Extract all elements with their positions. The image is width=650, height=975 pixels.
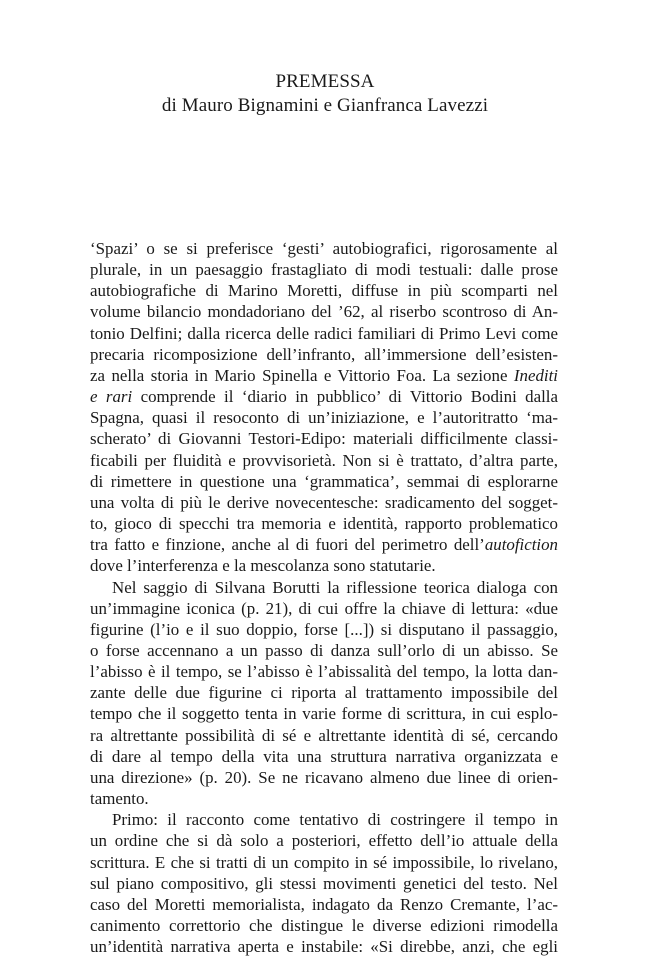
text-line <box>90 301 558 322</box>
text-line <box>90 386 558 407</box>
text-line <box>90 830 558 851</box>
text-line <box>90 809 558 830</box>
italic-text: e rari <box>90 387 133 407</box>
text-segment: Nel saggio di Silvana Borutti la riflessione teorica dialoga con <box>112 577 558 597</box>
paragraph <box>90 809 558 957</box>
text-line <box>90 725 558 746</box>
text-line <box>90 788 558 809</box>
text-segment: un ordine che si dà solo a posteriori, effetto dell’io attuale della <box>90 831 558 851</box>
text-segment: tra fatto e finzione, anche al di fuori del perimetro dell’ <box>90 535 485 555</box>
text-segment: precaria ricomposizione dell’infranto, all’immersione dell’esisten- <box>90 344 558 364</box>
text-segment: figurine (l’io e il suo doppio, forse [...]) si disputano il passaggio, <box>90 619 558 639</box>
text-line <box>90 767 558 788</box>
text-line <box>90 598 558 619</box>
text-segment: sul piano compositivo, gli stessi movimenti genetici del testo. Nel <box>90 873 558 893</box>
text-segment: tempo che il soggetto tenta in varie forme di scrittura, in cui esplo- <box>90 704 558 724</box>
text-segment: autobiografiche di Marino Moretti, diffuse in più scomparti nel <box>90 281 558 301</box>
authors-line: di Mauro Bignamini e Gianfranca Lavezzi <box>161 95 489 116</box>
text-line <box>90 428 558 449</box>
page-heading <box>0 70 650 118</box>
text-segment: plurale, in un paesaggio frastagliato di modi testuali: dalle prose <box>90 260 558 280</box>
text-segment: o forse accennano a un passo di danza sull’orlo di un abisso. Se <box>90 640 558 660</box>
text-segment: l’abisso è il tempo, se l’abisso è l’abissalità del tempo, la lotta dan- <box>90 662 558 682</box>
text-line <box>90 323 558 344</box>
text-segment: Spagna, quasi il resoconto di un’iniziazione, e l’autoritratto ‘ma- <box>90 408 558 428</box>
text-segment: Primo: il racconto come tentativo di costringere il tempo in <box>112 810 558 830</box>
text-segment: caso del Moretti memorialista, indagato da Renzo Cremante, l’ac- <box>90 894 558 914</box>
text-line <box>90 471 558 492</box>
text-segment: comprende il ‘diario in pubblico’ di Vittorio Bodini dalla <box>132 387 558 407</box>
text-segment: dove l’interferenza e la mescolanza sono statutarie. <box>90 556 436 576</box>
text-segment: tamento. <box>90 789 149 809</box>
text-segment: ra altrettante possibilità di sé e altrettante identità di sé, cercando <box>90 725 558 745</box>
text-line <box>90 873 558 894</box>
italic-text: Inediti <box>513 365 558 385</box>
text-segment: un’identità narrativa aperta e instabile: «Si direbbe, anzi, che egli <box>90 937 558 957</box>
body-text <box>90 238 558 957</box>
text-segment: una volta di più le derive novecentesche: sradicamento del sogget- <box>90 492 558 512</box>
text-line <box>90 619 558 640</box>
text-segment: di rimettere in questione una ‘grammatica’, semmai di esplorarne <box>90 471 558 491</box>
text-line <box>90 365 558 386</box>
text-line <box>90 450 558 471</box>
text-line <box>90 852 558 873</box>
text-line <box>90 259 558 280</box>
text-line <box>90 238 558 259</box>
paragraph <box>90 238 558 577</box>
text-line <box>90 513 558 534</box>
text-line <box>90 344 558 365</box>
text-line <box>90 640 558 661</box>
text-line <box>90 534 558 555</box>
text-segment: to, gioco di specchi tra memoria e identità, rapporto problematico <box>90 514 558 534</box>
text-line <box>90 492 558 513</box>
text-line <box>90 555 558 576</box>
text-segment: ‘Spazi’ o se si preferisce ‘gesti’ autobiografici, rigorosamente al <box>90 239 558 258</box>
text-segment: una direzione» (p. 20). Se ne ricavano almeno due linee di orien- <box>90 767 558 787</box>
page-title: PREMESSA <box>275 71 375 92</box>
text-segment: di dare al tempo della vita una struttura narrativa organizzata e <box>90 746 558 766</box>
text-line <box>90 915 558 936</box>
text-line <box>90 682 558 703</box>
text-segment: ficabili per fluidità e provvisorietà. Non si è trattato, d’altra parte, <box>90 450 558 470</box>
text-segment: zante delle due figurine ci riporta al trattamento impossibile del <box>90 683 558 703</box>
text-line <box>90 703 558 724</box>
text-line <box>90 936 558 957</box>
text-segment: tonio Delfini; dalla ricerca delle radici familiari di Primo Levi come <box>90 323 558 343</box>
text-segment: canimento correttorio che distingue le diverse edizioni rimodella <box>90 916 558 935</box>
text-line <box>90 407 558 428</box>
italic-text: autofiction <box>484 535 558 555</box>
text-segment: scherato’ di Giovanni Testori-Edipo: materiali difficilmente classi- <box>90 429 558 449</box>
text-line <box>90 661 558 682</box>
text-segment: un’immagine iconica (p. 21), di cui offre la chiave di lettura: «due <box>90 598 558 618</box>
text-segment: scrittura. E che si tratti di un compito in sé impossibile, lo rivelano, <box>90 852 558 872</box>
text-line <box>90 577 558 598</box>
text-line <box>90 746 558 767</box>
text-segment: za nella storia in Mario Spinella e Vittorio Foa. La sezione <box>90 365 514 385</box>
text-line <box>90 280 558 301</box>
paragraph <box>90 577 558 810</box>
text-segment: volume bilancio mondadoriano del ’62, al riserbo scontroso di An- <box>90 302 558 322</box>
text-line <box>90 894 558 915</box>
